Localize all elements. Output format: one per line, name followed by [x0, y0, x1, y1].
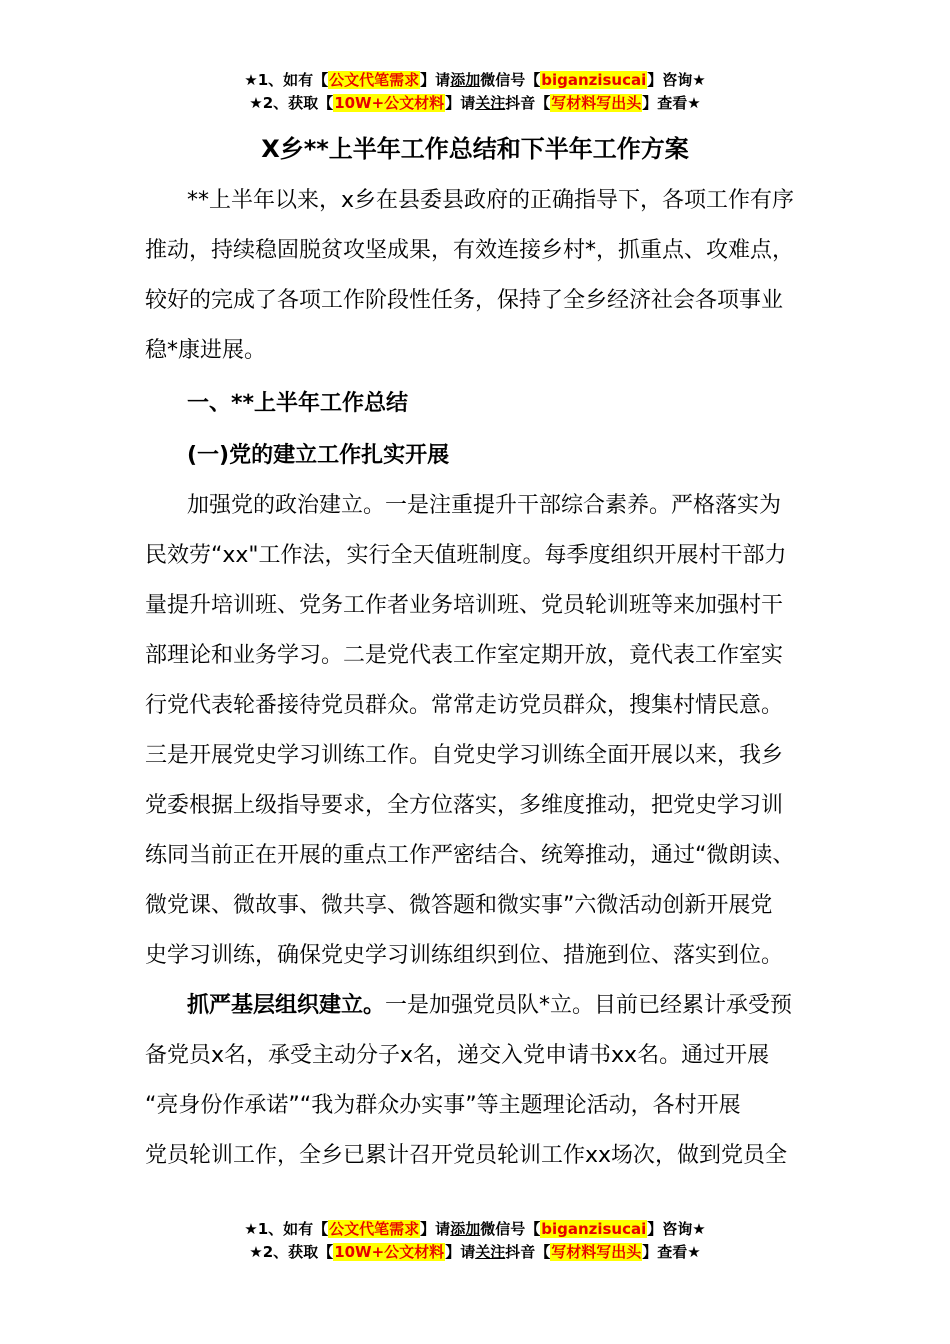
banner-text: 抖音【 [505, 94, 551, 112]
paragraph-line: 加强党的政治建立。一是注重提升干部综合素养。严格落实为 [187, 493, 782, 518]
paragraph-text: 一是加强党员队*立。目前已经累计承受预 [385, 993, 793, 1018]
banner-underline: 添加 [450, 1220, 481, 1238]
section-heading: 一、**上半年工作总结 [187, 391, 409, 416]
paragraph-line [145, 981, 815, 1031]
banner-text: 】咨询★ [647, 1220, 706, 1238]
document-body [145, 176, 815, 1181]
banner-text: ★1、如有【 [244, 71, 329, 89]
paragraph-line: **上半年以来，x乡在县委县政府的正确指导下，各项工作有序 [187, 188, 795, 213]
header-banner [0, 69, 950, 115]
paragraph-line: 量提升培训班、党务工作者业务培训班、党员轮训班等来加强村干 [145, 593, 784, 618]
paragraph-line: 民效劳“xx"工作法，实行全天值班制度。每季度组织开展村干部力 [145, 543, 787, 568]
subsection-heading: (一)党的建立工作扎实开展 [187, 443, 450, 468]
banner-text: 微信号【 [480, 71, 541, 89]
banner-underline: 关注 [475, 1243, 506, 1261]
banner-highlight: 10W+公文材料 [334, 1243, 445, 1261]
paragraph-line: 稳*康进展。 [145, 338, 267, 363]
paragraph-line: 三是开展党史学习训练工作。自党史学习训练全面开展以来，我乡 [145, 743, 784, 768]
banner-highlight: 写材料写出头 [551, 94, 642, 112]
paragraph-line: 推动，持续稳固脱贫攻坚成果，有效连接乡村*，抓重点、攻难点， [145, 238, 795, 263]
paragraph-line: 微党课、微故事、微共享、微答题和微实事”六微活动创新开展党 [145, 893, 773, 918]
banner-text: 】咨询★ [647, 71, 706, 89]
paragraph-line: 行党代表轮番接待党员群众。常常走访党员群众，搜集村情民意。 [145, 693, 784, 718]
footer-banner [0, 1218, 950, 1264]
banner-highlight: 写材料写出头 [551, 1243, 642, 1261]
banner-text: 】查看★ [642, 94, 701, 112]
banner-highlight: biganzisucai [541, 1220, 647, 1238]
banner-highlight: 公文代笔需求 [329, 1220, 420, 1238]
banner-text: 】请 [445, 1243, 476, 1261]
paragraph-line: 部理论和业务学习。二是党代表工作室定期开放，竟代表工作室实 [145, 643, 784, 668]
banner-text: ★2、获取【 [249, 94, 334, 112]
banner-text: 】请 [420, 1220, 451, 1238]
document-title: X乡**上半年工作总结和下半年工作方案 [261, 135, 689, 163]
paragraph-line: 备党员x名，承受主动分子x名，递交入党申请书xx名。通过开展 [145, 1043, 770, 1068]
paragraph-line: “亮身份作承诺”“我为群众办实事”等主题理论活动，各村开展 [145, 1093, 741, 1118]
banner-highlight: biganzisucai [541, 71, 647, 89]
banner-text: 抖音【 [505, 1243, 551, 1261]
banner-line-1 [0, 1218, 950, 1241]
banner-text: ★1、如有【 [244, 1220, 329, 1238]
banner-text: 】请 [420, 71, 451, 89]
banner-highlight: 公文代笔需求 [329, 71, 420, 89]
paragraph-line: 党员轮训工作，全乡已累计召开党员轮训工作xx场次，做到党员全 [145, 1143, 788, 1168]
banner-underline: 添加 [450, 71, 481, 89]
paragraph-line: 练同当前正在开展的重点工作严密结合、统筹推动，通过“微朗读、 [145, 843, 795, 868]
banner-line-2 [0, 1241, 950, 1264]
banner-highlight: 10W+公文材料 [334, 94, 445, 112]
banner-text: 】查看★ [642, 1243, 701, 1261]
paragraph-line: 党委根据上级指导要求，全方位落实，多维度推动，把党史学习训 [145, 793, 784, 818]
banner-line-2 [0, 92, 950, 115]
banner-line-1 [0, 69, 950, 92]
banner-underline: 关注 [475, 94, 506, 112]
banner-text: 微信号【 [480, 1220, 541, 1238]
paragraph-line: 较好的完成了各项工作阶段性任务，保持了全乡经济社会各项事业 [145, 288, 784, 313]
bold-lead: 抓严基层组织建立。 [187, 993, 386, 1018]
banner-text: ★2、获取【 [249, 1243, 334, 1261]
banner-text: 】请 [445, 94, 476, 112]
paragraph-line: 史学习训练，确保党史学习训练组织到位、措施到位、落实到位。 [145, 943, 784, 968]
